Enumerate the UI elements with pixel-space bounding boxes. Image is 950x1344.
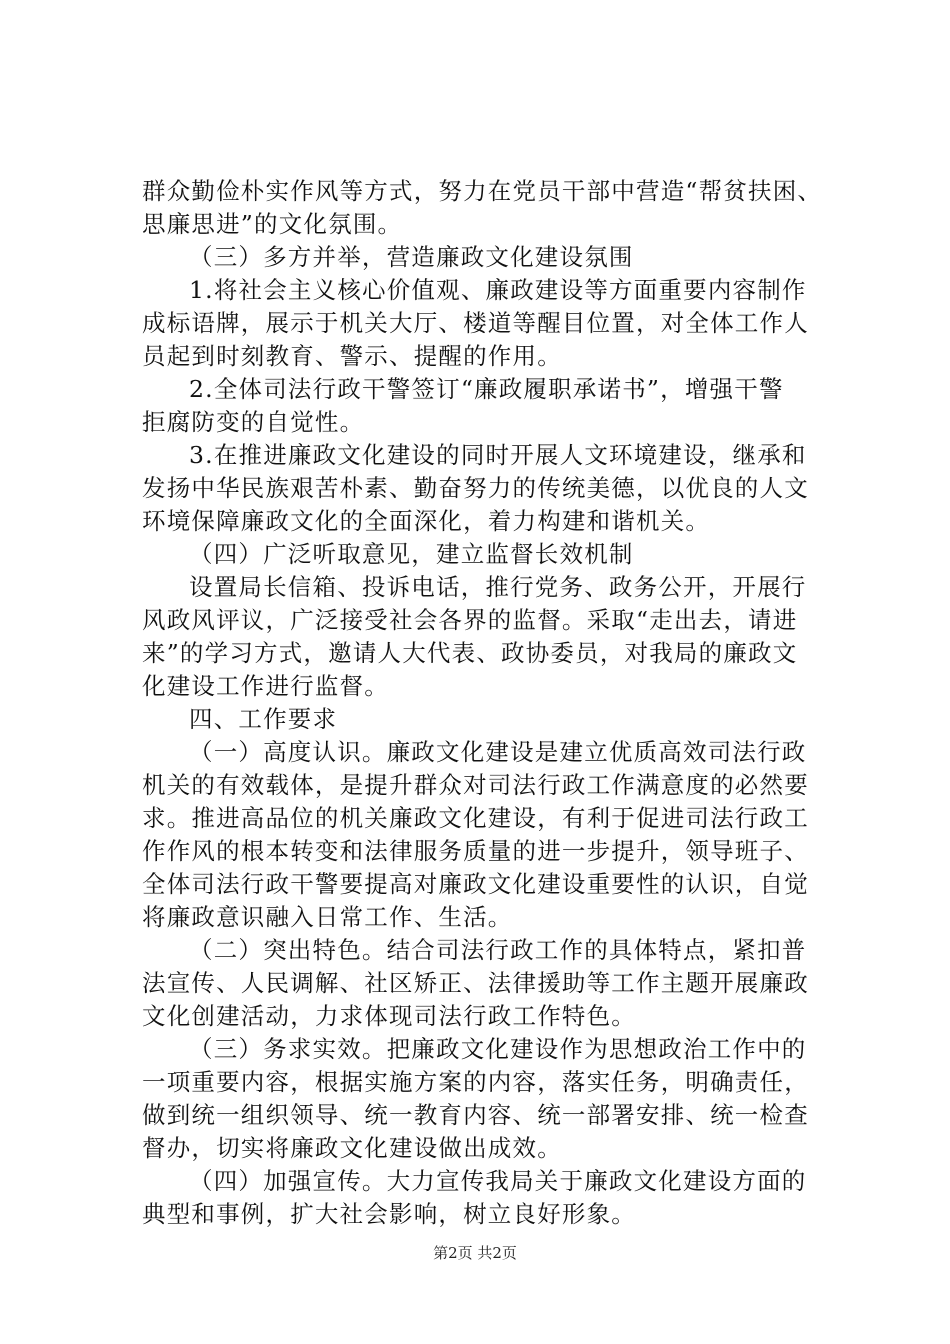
text-line: 化建设工作进行监督。 — [142, 672, 389, 700]
text-line: 2.全体司法行政干警签订“廉政履职承诺书”，增强干警 — [189, 375, 784, 403]
section-heading: （三）多方并举，营造廉政文化建设氛围 — [189, 243, 634, 271]
text-line: 求。推进高品位的机关廉政文化建设，有利于促进司法行政工 — [142, 804, 809, 832]
text-line: 全体司法行政干警要提高对廉政文化建设重要性的认识，自觉 — [142, 870, 809, 898]
text-line: 设置局长信箱、投诉电话，推行党务、政务公开，开展行 — [189, 573, 807, 601]
text-line: 成标语牌，展示于机关大厅、楼道等醒目位置，对全体工作人 — [142, 309, 809, 337]
text-line: 1.将社会主义核心价值观、廉政建设等方面重要内容制作 — [189, 276, 807, 304]
text-line: 将廉政意识融入日常工作、生活。 — [142, 903, 513, 931]
document-body — [142, 175, 842, 1231]
text-line: （四）加强宣传。大力宣传我局关于廉政文化建设方面的 — [189, 1167, 807, 1195]
text-line: 环境保障廉政文化的全面深化，着力构建和谐机关。 — [142, 507, 711, 535]
text-line: 作作风的根本转变和法律服务质量的进一步提升，领导班子、 — [142, 837, 809, 865]
text-line: 3.在推进廉政文化建设的同时开展人文环境建设，继承和 — [189, 441, 807, 469]
text-line: （三）务求实效。把廉政文化建设作为思想政治工作中的 — [189, 1035, 807, 1063]
text-line: 风政风评议，广泛接受社会各界的监督。采取“走出去，请进 — [142, 606, 798, 634]
text-line: 法宣传、人民调解、社区矫正、法律援助等工作主题开展廉政 — [142, 969, 809, 997]
text-line: 督办，切实将廉政文化建设做出成效。 — [142, 1134, 562, 1162]
page-number-footer: 第2页 共2页 — [433, 1244, 517, 1262]
text-line: 机关的有效载体，是提升群众对司法行政工作满意度的必然要 — [142, 771, 809, 799]
section-heading: （四）广泛听取意见，建立监督长效机制 — [189, 540, 634, 568]
text-line: 群众勤俭朴实作风等方式，努力在党员干部中营造“帮贫扶困、 — [142, 177, 823, 205]
text-line: 发扬中华民族艰苦朴素、勤奋努力的传统美德，以优良的人文 — [142, 474, 809, 502]
text-line: 一项重要内容，根据实施方案的内容，落实任务，明确责任， — [142, 1068, 809, 1096]
text-line: 思廉思进”的文化氛围。 — [142, 210, 403, 238]
section-heading: 四、工作要求 — [189, 705, 338, 733]
text-line: （一）高度认识。廉政文化建设是建立优质高效司法行政 — [189, 738, 807, 766]
text-line: （二）突出特色。结合司法行政工作的具体特点，紧扣普 — [189, 936, 807, 964]
text-line: 做到统一组织领导、统一教育内容、统一部署安排、统一检查 — [142, 1101, 809, 1129]
text-line: 来”的学习方式，邀请人大代表、政协委员，对我局的廉政文 — [142, 639, 798, 667]
text-line: 员起到时刻教育、警示、提醒的作用。 — [142, 342, 562, 370]
text-line: 典型和事例，扩大社会影响，树立良好形象。 — [142, 1200, 636, 1228]
text-line: 文化创建活动，力求体现司法行政工作特色。 — [142, 1002, 636, 1030]
text-line: 拒腐防变的自觉性。 — [142, 408, 365, 436]
